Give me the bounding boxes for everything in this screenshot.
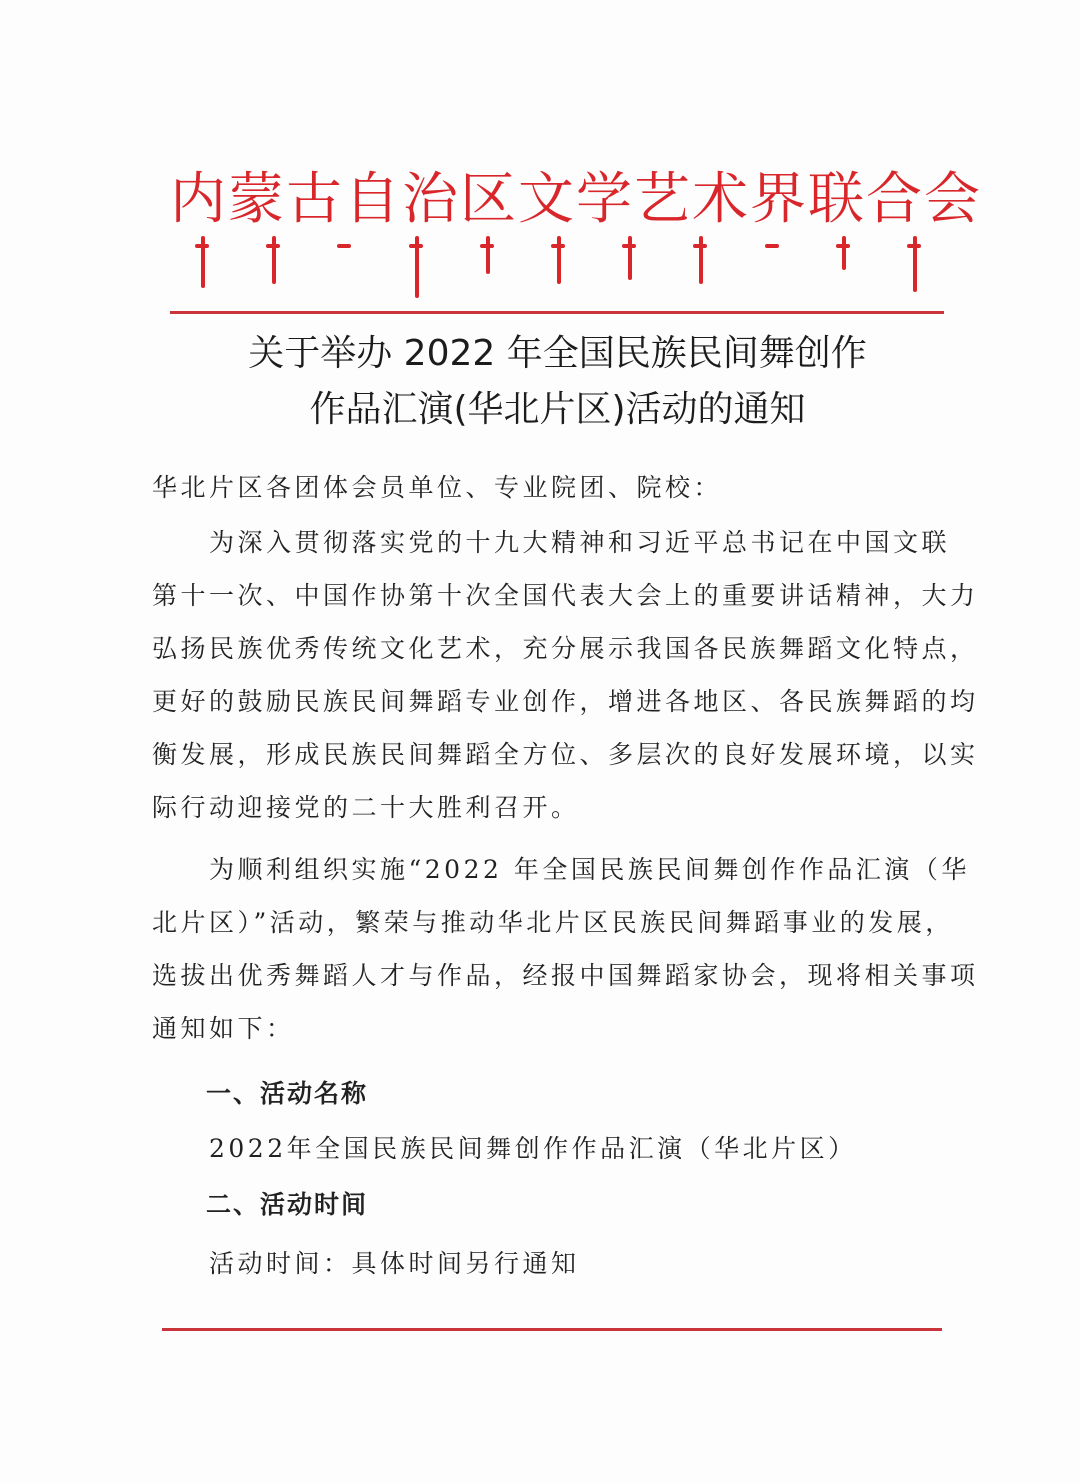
footer-divider — [162, 1328, 942, 1331]
paragraph-1-line: 更好的鼓励民族民间舞蹈专业创作，增进各地区、各民族舞蹈的均 — [152, 687, 979, 716]
paragraph-2-line: 北片区）”活动，繁荣与推动华北片区民族民间舞蹈事业的发展， — [152, 908, 954, 937]
mongolian-glyph — [266, 236, 284, 284]
notice-title-line-1: 关于举办 2022 年全国民族民间舞创作 — [248, 333, 867, 374]
section-2-content: 活动时间：具体时间另行通知 — [152, 1249, 580, 1278]
section-2-heading: 二、活动时间 — [152, 1190, 369, 1219]
paragraph-2-line: 选拔出优秀舞蹈人才与作品，经报中国舞蹈家协会，现将相关事项 — [152, 961, 979, 990]
mongolian-glyph — [622, 236, 640, 280]
letterhead-mongolian-script — [195, 236, 925, 306]
paragraph-1-line: 弘扬民族优秀传统文化艺术，充分展示我国各民族舞蹈文化特点， — [152, 634, 979, 663]
mongolian-glyph — [337, 236, 355, 250]
section-1-heading: 一、活动名称 — [152, 1079, 369, 1108]
paragraph-1-line: 衡发展，形成民族民间舞蹈全方位、多层次的良好发展环境，以实 — [152, 740, 979, 769]
mongolian-glyph — [195, 236, 213, 288]
paragraph-2-line: 为顺利组织实施“2022 年全国民族民间舞创作作品汇演（华 — [152, 855, 970, 884]
mongolian-glyph — [765, 236, 783, 250]
letterhead-divider — [170, 311, 944, 314]
mongolian-glyph — [480, 236, 498, 274]
letterhead-org-name: 内蒙古自治区文学艺术界联合会 — [170, 167, 982, 232]
section-1-content: 2022年全国民族民间舞创作作品汇演（华北片区） — [152, 1134, 857, 1163]
notice-title-line-2: 作品汇演(华北片区)活动的通知 — [309, 389, 806, 430]
salutation: 华北片区各团体会员单位、专业院团、院校： — [152, 473, 723, 502]
paragraph-1-line: 为深入贯彻落实党的十九大精神和习近平总书记在中国文联 — [152, 528, 951, 557]
paragraph-2-line: 通知如下： — [152, 1014, 295, 1043]
mongolian-glyph — [693, 236, 711, 284]
paragraph-1-line: 际行动迎接党的二十大胜利召开。 — [152, 793, 580, 822]
paragraph-1-line: 第十一次、中国作协第十次全国代表大会上的重要讲话精神，大力 — [152, 581, 979, 610]
mongolian-glyph — [836, 236, 854, 270]
mongolian-glyph — [551, 236, 569, 284]
mongolian-glyph — [409, 236, 427, 298]
mongolian-glyph — [907, 236, 925, 292]
